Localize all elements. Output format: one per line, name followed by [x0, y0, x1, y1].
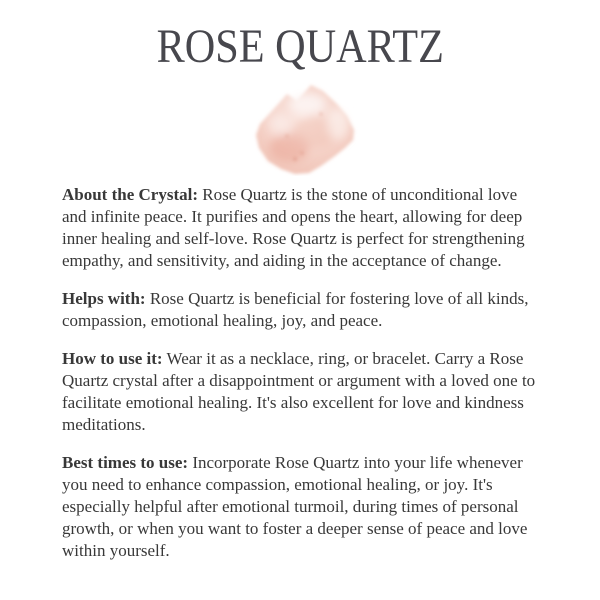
section-helps-body: Rose Quartz is beneficial for fostering love of all kinds, compassion, emotional healing, joy, and peace.	[62, 289, 529, 330]
description-text-block	[62, 184, 540, 562]
crystal-highlight-right	[327, 108, 349, 140]
section-how-lead: How to use it:	[62, 349, 163, 368]
page-title-text: ROSE QUARTZ	[156, 20, 444, 73]
section-how-to-use	[62, 348, 540, 436]
section-helps-with	[62, 288, 540, 332]
crystal-speck	[320, 113, 323, 116]
section-best-lead: Best times to use:	[62, 453, 189, 472]
rose-quartz-crystal-icon	[251, 80, 361, 176]
crystal-speck	[300, 151, 303, 154]
section-best-times	[62, 452, 540, 562]
section-helps-lead: Helps with:	[62, 289, 146, 308]
rose-quartz-photo	[251, 80, 361, 176]
crystal-speck	[286, 135, 289, 138]
section-how-body: Wear it as a necklace, ring, or bracelet. Carry a Rose Quartz crystal after a disappointment or argument with a loved one to facilitate emotional healing. It's also excellent for love and kindness meditations.	[62, 349, 536, 434]
crystal-speck	[293, 157, 297, 161]
crystal-highlight-top	[289, 94, 325, 114]
section-about-lead: About the Crystal:	[62, 185, 198, 204]
page-title	[0, 22, 600, 72]
section-best-body: Incorporate Rose Quartz into your life whenever you need to enhance compassion, emotional healing, or joy. It's especially helpful after emotional turmoil, during times of personal growth, or when you want to foster a deeper sense of peace and love within yourself.	[62, 453, 528, 560]
section-about-body: Rose Quartz is the stone of unconditional love and infinite peace. It purifies and opens the heart, allowing for deep inner healing and self-love. Rose Quartz is perfect for strengthening empathy, and sensitivity, and aiding in the acceptance of change.	[62, 185, 525, 270]
section-about-the-crystal	[62, 184, 540, 272]
crystal-highlight-left	[268, 114, 290, 134]
